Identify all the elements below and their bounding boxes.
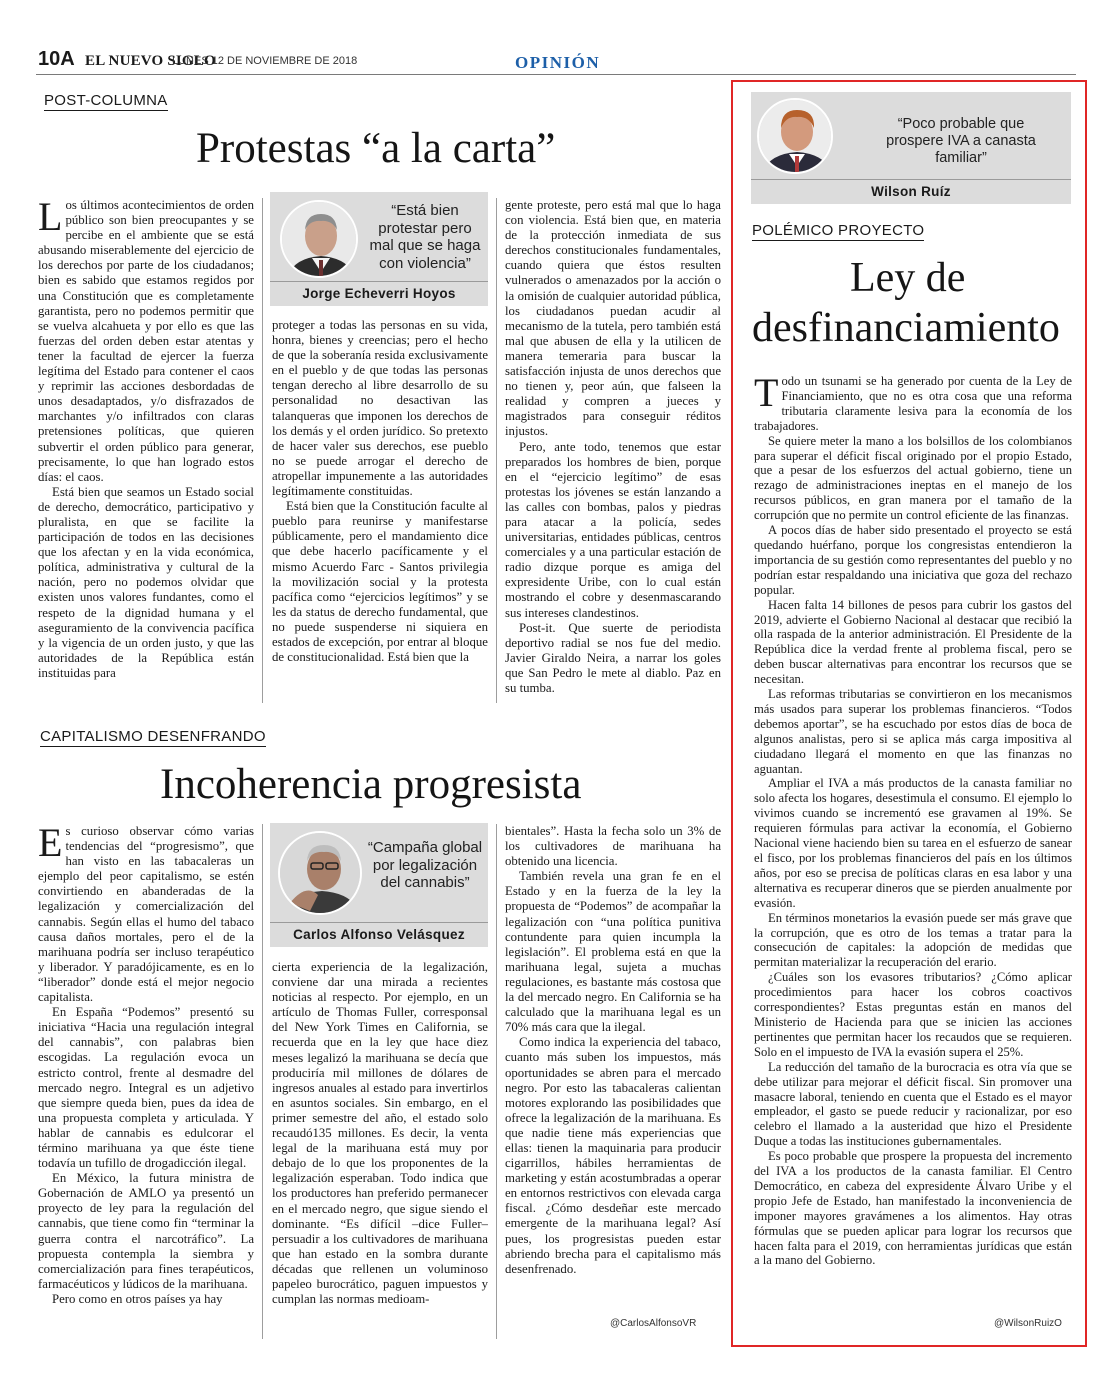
article2-tag: CAPITALISMO DESENFRANDO — [40, 728, 266, 745]
article1-column-2: proteger a todas las personas en su vida, honra, bienes y creencias; pero el hecho de que la soberanía resida exclusivamente en el pueblo y de que todas las personas tengan derecho al libre desarrollo de su personalidad no desactivan las talanqueras que imponen los derechos de los demás y el orden jurídico. So pretexto de hacer valer sus derechos, ese pueblo no se puede arrogar el derecho de atropellar impunemente a las autoridades legítimamente constituidas. Está bien que la Constitución faculte al pueblo para reunirse y manifestarse públicamente, pero el mandamiento dice que debe hacerlo pacíficamente y el mismo Acuerdo Farc - Santos privilegia la movilización social y la protesta pacífica como “ejercicios legítimos” y se les da status de derecho fundamental, que no puede suspenderse ni siquiera en estados de excepción, por entrar al bloque de constitucionalidad. Está bien que la — [272, 318, 488, 665]
page-number: 10A — [38, 48, 75, 70]
article2-column-1: Es curioso observar cómo varias tendencias del “progresismo”, que han visto en las tabacaleras un ejemplo del peor capitalismo, se estén convirtiendo en abanderadas de la legalización y comercialización del cannabis. Según ellas el humo del tabaco causa daños mortales, pero el de la marihuana podría ser incluso terapéutico y liberador. Y paradójicamente, es en lo “liberador” donde está el mejor negocio capitalista. En España “Podemos” presentó su iniciativa “Hacia una regulación integral del cannabis”, con palabras bien escogidas. La regulación evoca un estricto control, frente al desmadre del mercado negro. Integral es un adjetivo que siempre queda bien, pues da idea de una propuesta completa y articulada. Y hablar de cannabis es edulcorar el término marihuana ya que éste tiene todavía un tufillo de drogadicción ilegal. En México, la futura ministra de Gobernación de AMLO ya presentó un proyecto de ley para la regulación del cannabis, que tiene como fin “terminar la guerra contra el narcotráfico”. La propuesta contempla la siembra y comercialización para fines terapéuticos, farmacéuticos y lúdicos de la marihuana. Pero como en otros países ya hay — [38, 824, 254, 1306]
article2-headline: Incoherencia progresista — [160, 761, 582, 808]
article2-author-box — [270, 823, 488, 947]
article3-headline-line-2: desfinanciamiento — [752, 305, 1060, 351]
article3-pull-quote: “Poco probable que prospere IVA a canasta familiar” — [886, 116, 1036, 166]
column-divider — [496, 824, 497, 1339]
article2-column-2: cierta experiencia de la legalización, conviene dar una mirada a recientes noticias al respecto. Por ejemplo, en un artículo de Thomas Fuller, corresponsal del New York Times en California, se recuerda que en la ley que hace diez meses legalizó la marihuana se decía que produciría mil millones de dólares de ingresos anuales al estado para invertirlos en asuntos sociales. Sin embargo, en el primer semestre del año, el estado solo recaudó135 millones. Es decir, la venta legal de la marihuana está muy por debajo de lo que los proponentes de la legalización esperaban. Todo indica que los productores han preferido permanecer en el mercado negro, que sigue siendo el dominante. “Es difícil –dice Fuller– persuadir a los cultivadores de marihuana que han estado en la sombra durante décadas que rellenen un voluminoso papeleo burocrático, paguen impuestos y cumplan las normas medioam- — [272, 960, 488, 1307]
author-portrait-icon — [759, 100, 833, 174]
article2-pull-quote: “Campaña global por legalización del cannabis” — [367, 839, 483, 891]
article2-author: Carlos Alfonso Velásquez — [270, 922, 488, 947]
header-rule — [36, 74, 1076, 75]
issue-date: LUNES 12 DE NOVIEMBRE DE 2018 — [172, 55, 358, 67]
author-photo — [278, 831, 362, 915]
article1-pull-quote: “Está bien protestar pero mal que se haga con violencia” — [369, 202, 481, 272]
author-portrait-icon — [280, 833, 362, 915]
drop-cap: E — [38, 824, 63, 865]
article3-body: Todo un tsunami se ha generado por cuenta de la Ley de Financiamiento, que no es otra cosa que una reforma tributaria claramente lesiva para la economía de los trabajadores. Se quiere meter la mano a los bolsillos de los colombianos para superar el déficit fiscal originado por el propio Estado, que a pesar de los esfuerzos del actual gobierno, tiene un rezago de administraciones ineptas en el manejo de los recursos públicos, en gran manera por el tamaño de la corrupción que no permite un control eficiente de las finanzas. A pocos días de haber sido presentado el proyecto se está quedando huérfano, porque los congresistas entendieron la importancia de su gestión como representantes del pueblo y no podrían estar respaldando una iniciativa que goza del rechazo popular. Hacen falta 14 billones de pesos para cubrir los gastos del 2019, advierte el Gobierno Nacional al destacar que recibió la olla raspada de la anterior administración. El Presidente de la República dice la verdad frente al problema fiscal, pero se deben buscar alternativas para encontrar los recursos que se necesitan. Las reformas tributarias se convirtieron en los mecanismos más usados para superar los problemas financieros. “Todos debemos aportar”, se ha escuchado por estos días de boca de algunos analistas, pero si se aplica más carga impositiva al ciudadano llegará el momento en que las finanzas no aguantan. Ampliar el IVA a más productos de la canasta familiar no solo afecta los hogares, desestimula el consumo. El ejemplo lo vivimos cuando se incrementó ese gravamen al 19%. Se requieren fórmulas para activar la economía, el Gobierno Nacional viene haciendo bien su tarea en el esfuerzo de sanear el fisco, por los problemas financieros del país en los últimos años, por eso se precisa de políticas claras en esa labor y una alternativa es recuperar dineros que se pierden anualmente por evasión. En términos monetarios la evasión puede ser más grave que la corrupción, que es otro de los temas a tratar para la consecución de capitales: la adopción de medidas que permitan materializar la recuperación del erario. ¿Cuáles son los evasores tributarios? ¿Cómo aplicar procedimientos para hacer los cobros coactivos correspondientes? Estas preguntas están en manos del Ministerio de Hacienda para que se inicien las acciones pertinentes que permitan hacer los recaudos que se requieren. Solo en el impuesto de IVA la evasión supera el 25%. La reducción del tamaño de la burocracia es otra vía que se debe utilizar para mejorar el déficit fiscal. Sin promover una masacre laboral, teniendo en cuenta que el Estado es el mayor empleador, el gasto se puede reducir y racionalizar, por eso celebro el llamado a la austeridad que hizo el Presidente Duque a todas las instituciones gubernamentales. Es poco probable que prospere la propuesta del incremento del IVA a los productos de la canasta familiar. El Centro Democrático, en cabeza del expresidente Álvaro Uribe y el propio Jefe de Estado, han manifestado la inconveniencia de imponer mayores gravámenes a los alimentos. Hay otras fórmulas que se pueden aplicar para lograr los recursos que hacen falta para el 2019, con herramientas jurídicas que están a la mano del Gobierno. — [754, 374, 1072, 1268]
article1-headline: Protestas “a la carta” — [196, 125, 556, 172]
article3-author: Wilson Ruíz — [751, 179, 1071, 204]
article2-twitter-handle: @CarlosAlfonsoVR — [610, 1318, 697, 1329]
author-portrait-icon — [282, 202, 358, 278]
article2-column-3: bientales”. Hasta la fecha solo un 3% de los cultivadores de marihuana ha obtenido una licencia. También revela una gran fe en el Estado y en la fuerza de la ley la propuesta de “Podemos” de acompañar la legalización con “una política punitiva contundente para quien incumpla la legislación”. El problema está en que la marihuana legal, sujeta a muchas regulaciones, es bastante más costosa que la del mercado negro. En California se ha calculado que la marihuana legal es un 70% más cara que la ilegal. Como indica la experiencia del tabaco, cuanto más suben los impuestos, más oportunidades se abren para el mercado negro. Por esto las tabacaleras calientan motores explorando las posibilidades que ofrece la legalización de la marihuana. Es que nadie tiene más experiencias que ellas: tienen la maquinaria para producir cigarrillos, hábiles herramientas de marketing y están acostumbradas a operar en entornos restrictivos con elevada carga fiscal. ¿Cómo desdeñar este mercado emergente de la marihuana legal? Así pues, los progresistas pueden estar abriendo brecha para el capitalismo más desenfrenado. — [505, 824, 721, 1276]
article1-author-box — [270, 192, 488, 306]
article1-author: Jorge Echeverri Hoyos — [270, 281, 488, 306]
drop-cap: L — [38, 198, 63, 239]
column-divider — [496, 198, 497, 703]
article1-column-1: Los últimos acontecimientos de orden público son bien preocupantes y se percibe en el ambiente que se está abusando miserablemente del ejercicio de los derechos por parte de los ciudadanos; bien es sabido que estamos regidos por una Constitución que es completamente garantista, pero no podemos permitir que se vuelva alcahueta y por ello es que las fuerzas del orden deben estar atentas y tener la facultad de ejercer la fuerza legítima del Estado para contener el caos y reprimir las acciones desbordadas de unos desadaptados, y/o disfrazados de marchantes y/o infiltrados con claras pretensiones políticas, que quieren subvertir el orden público para generar, precisamente, lo que han logrado estos días: el caos. Está bien que seamos un Estado social de derecho, democrático, participativo y pluralista, en que se facilite la participación de todos en las decisiones que los afectan y en la vida económica, política, administrativa y cultural de la nación, pero no podemos olvidar que existen unos valores fundantes, como el respeto de la dignidad humana y el aseguramiento de la convivencia pacífica y la vigencia de un orden justo, y que las autoridades de la República están instituidas para — [38, 198, 254, 680]
section-title: OPINIÓN — [515, 53, 601, 72]
article1-tag: POST-COLUMNA — [44, 92, 168, 109]
author-photo — [757, 98, 833, 174]
author-photo — [280, 200, 358, 278]
column-divider — [262, 198, 263, 703]
article1-column-3: gente proteste, pero está mal que lo haga con violencia. Está bien que, en materia de la protección inmediata de sus derechos constitucionales fundamentales, cuando quiera que éstos resulten vulnerados o amenazados por la acción o la omisión de cualquier autoridad pública, los ciudadanos puedan acudir al mecanismo de la tutela, pero también está mal que abusen de ella y la utilicen de manera temeraria para buscar la satisfacción injusta de unos derechos que no tienen y, peor aún, que falseen la realidad y compren a jueces y magistrados para conseguir réditos injustos. Pero, ante todo, tenemos que estar preparados los hombres de bien, porque en el “ejercicio legítimo” de esas protestas los jóvenes se están lanzando a las calles con bombas, palos y piedras para atacar a la policía, sedes universitarias, entidades públicas, centros comerciales y a una particular estación de radio dizque porque es amiga del expresidente Uribe, con lo cual están mostrando el cobre y desenmascarando sus intereses clandestinos. Post-it. Que suerte de periodista deportivo radial se nos fue del medio. Javier Giraldo Neira, a narrar los goles que San Pedro le mete al diablo. Paz en su tumba. — [505, 198, 721, 695]
article3-headline-line-1: Ley de — [850, 255, 966, 301]
article3-twitter-handle: @WilsonRuizO — [994, 1318, 1062, 1329]
column-divider — [262, 824, 263, 1339]
article3-author-box — [751, 92, 1071, 204]
article3-tag: POLÉMICO PROYECTO — [752, 222, 925, 239]
drop-cap: T — [754, 374, 779, 415]
newspaper-name: EL NUEVO SIGLO — [85, 53, 216, 69]
